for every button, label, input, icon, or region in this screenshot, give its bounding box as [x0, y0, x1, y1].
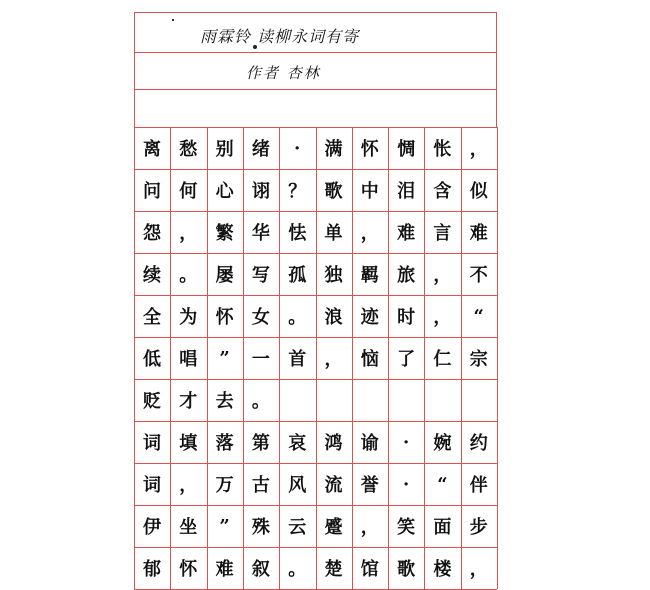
grid-character: ，	[179, 475, 198, 496]
grid-character: 女	[251, 307, 270, 328]
poem-title: 雨霖铃 读柳永词有寄	[200, 27, 360, 46]
grid-character: 难	[397, 223, 416, 244]
grid-character: 低	[143, 349, 161, 370]
grid-character: 约	[469, 433, 488, 454]
grid-character: 何	[179, 181, 198, 202]
grid-character: 不	[469, 265, 488, 286]
author-line: 作者 杏林	[246, 64, 321, 82]
grid-character: 。	[179, 265, 198, 286]
grid-character: 离	[143, 139, 161, 160]
grid-character: 别	[215, 139, 234, 160]
grid-col-line	[497, 127, 498, 589]
grid-character	[352, 379, 388, 421]
grid-character: 怀	[179, 559, 198, 580]
grid-character: 屡	[215, 265, 234, 286]
grid-character	[316, 379, 352, 421]
grid-character: 郁	[143, 559, 161, 580]
grid-character: 怅	[433, 139, 452, 160]
grid-character: 古	[251, 475, 270, 496]
grid-character: 了	[397, 349, 416, 370]
grid-character: 中	[360, 181, 379, 202]
grid-character: 填	[179, 433, 198, 454]
grid-character: 坐	[179, 517, 198, 538]
grid-character: ”	[219, 347, 230, 369]
grid-character: 步	[469, 517, 488, 538]
grid-character: 。	[288, 307, 307, 328]
grid-character: 笑	[397, 517, 416, 538]
grid-character: 写	[251, 265, 270, 286]
grid-character: 迹	[360, 307, 379, 328]
grid-character: “	[473, 305, 484, 327]
grid-character: ·	[402, 431, 410, 453]
grid-character: 第	[251, 433, 270, 454]
grid-character: 言	[433, 223, 452, 244]
grid-character: 孤	[288, 265, 307, 286]
grid-character: 为	[179, 307, 198, 328]
grid-character: 泪	[397, 181, 416, 202]
grid-character: 歌	[324, 181, 343, 202]
grid-character: 难	[469, 223, 488, 244]
grid-character: 续	[143, 265, 161, 286]
header-rule	[134, 89, 497, 90]
grid-character: 一	[251, 349, 270, 370]
grid-character: 难	[215, 559, 234, 580]
grid-character: ，	[360, 517, 379, 538]
grid-character: ？	[288, 181, 307, 202]
grid-character: ，	[324, 349, 343, 370]
grid-character: 时	[397, 307, 416, 328]
grid-character: 愁	[179, 139, 198, 160]
grid-character: 婉	[433, 433, 452, 454]
header-right-border	[496, 12, 497, 127]
grid-character: ，	[433, 307, 452, 328]
grid-character: 楚	[324, 559, 343, 580]
header-rule	[134, 12, 497, 13]
grid-character: 怨	[143, 223, 161, 244]
grid-character: ，	[179, 223, 198, 244]
grid-character: 问	[143, 181, 161, 202]
grid-character: 万	[215, 475, 234, 496]
grid-character: 楼	[433, 559, 452, 580]
grid-character: 恼	[360, 349, 379, 370]
grid-character: 诩	[251, 181, 270, 202]
grid-character: 流	[324, 475, 343, 496]
grid-character: 旅	[397, 265, 416, 286]
pen-mark	[172, 19, 174, 21]
grid-character	[424, 379, 460, 421]
grid-character: 贬	[143, 391, 161, 412]
grid-character: ，	[433, 265, 452, 286]
grid-character: 歌	[397, 559, 416, 580]
grid-character: 词	[143, 475, 161, 496]
grid-character: 华	[251, 223, 270, 244]
grid-character: 羁	[360, 265, 379, 286]
grid-character: “	[437, 473, 448, 495]
grid-character: 繁	[215, 223, 234, 244]
grid-character: 谕	[360, 433, 379, 454]
grid-character: 仁	[433, 349, 452, 370]
grid-character: ，	[469, 139, 488, 160]
grid-character: 词	[143, 433, 161, 454]
grid-character: ，	[469, 559, 488, 580]
grid-character: 首	[288, 349, 307, 370]
grid-character: 独	[324, 265, 343, 286]
grid-character: 浪	[324, 307, 343, 328]
grid-character	[388, 379, 424, 421]
grid-character: 宗	[469, 349, 488, 370]
grid-character: 馆	[360, 559, 379, 580]
grid-character: 怯	[288, 223, 307, 244]
grid-character: 叙	[251, 559, 270, 580]
character-grid	[134, 127, 497, 589]
grid-character: 面	[433, 517, 452, 538]
grid-character: 。	[251, 391, 270, 412]
grid-character: 风	[288, 475, 307, 496]
header-left-border	[134, 12, 135, 127]
grid-character: 含	[433, 181, 452, 202]
grid-character: 惆	[397, 139, 416, 160]
grid-character: 满	[324, 139, 343, 160]
grid-character: 怀	[360, 139, 379, 160]
grid-character: 伊	[143, 517, 161, 538]
grid-character: 哀	[288, 433, 307, 454]
grid-character: ，	[360, 223, 379, 244]
grid-character: 唱	[179, 349, 198, 370]
header-rule	[134, 52, 497, 53]
grid-character: 全	[143, 307, 161, 328]
grid-character: 蹙	[324, 517, 343, 538]
grid-character: 绪	[251, 139, 270, 160]
grid-character: 单	[324, 223, 343, 244]
grid-character: 心	[215, 181, 234, 202]
grid-character: 云	[288, 517, 307, 538]
grid-character: 落	[215, 433, 234, 454]
grid-character	[461, 379, 497, 421]
grid-character: 誉	[360, 475, 379, 496]
grid-character: ·	[294, 137, 301, 159]
grid-character: 伴	[469, 475, 488, 496]
grid-character: 才	[179, 391, 198, 412]
grid-character: ”	[219, 515, 230, 537]
grid-character: ·	[402, 473, 410, 495]
grid-character: 似	[469, 181, 488, 202]
grid-character: 殊	[251, 517, 270, 538]
grid-character: 鸿	[324, 433, 343, 454]
grid-character	[279, 379, 315, 421]
grid-character: 。	[288, 559, 307, 580]
grid-character: 去	[215, 391, 234, 412]
grid-character: 怀	[215, 307, 234, 328]
